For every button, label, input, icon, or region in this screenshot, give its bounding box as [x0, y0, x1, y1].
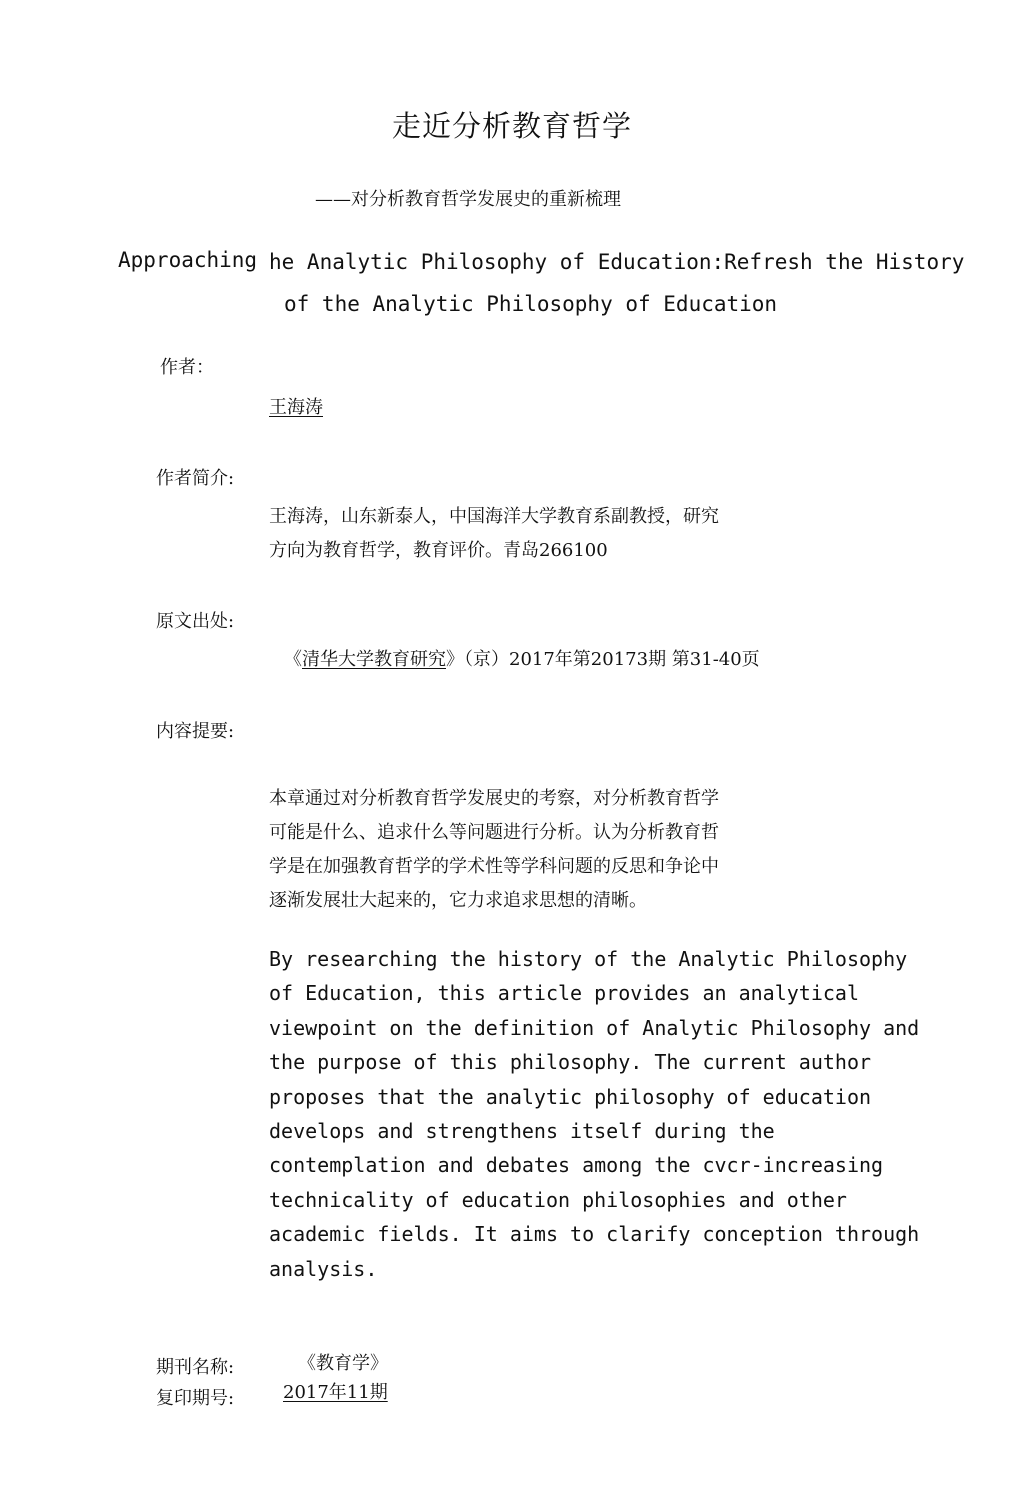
abstract-zh-line: 学是在加强教育哲学的学术性等学科问题的反思和争论中: [269, 856, 719, 877]
english-title-lead: Approaching: [118, 248, 258, 272]
abstract-en-line: develops and strengthens itself during the: [269, 1119, 775, 1144]
author-name-link[interactable]: 王海涛: [269, 397, 323, 418]
reprint-label: 复印期号:: [156, 1388, 235, 1409]
page-subtitle: ——对分析教育哲学发展史的重新梳理: [315, 189, 621, 210]
abstract-en-line: viewpoint on the definition of Analytic Philosophy and: [269, 1015, 920, 1040]
source-open-bracket: 《: [284, 649, 302, 670]
source-citation: [284, 645, 760, 671]
abstract-label: 内容提要:: [156, 721, 235, 742]
abstract-en-line: contemplation and debates among the cvcr-increasing: [269, 1153, 884, 1178]
bio-line-1: 王海涛，山东新泰人，中国海洋大学教育系副教授，研究: [269, 506, 719, 527]
english-title-line-2: of the Analytic Philosophy of Education: [284, 292, 778, 316]
abstract-english: [269, 942, 920, 1286]
abstract-en-line: the purpose of this philosophy. The current author: [269, 1050, 872, 1075]
abstract-en-line: technicality of education philosophies and other: [269, 1187, 847, 1212]
periodical-label: 期刊名称:: [156, 1357, 235, 1378]
abstract-en-line: academic fields. It aims to clarify conception through: [269, 1222, 920, 1247]
abstract-zh-line: 本章通过对分析教育哲学发展史的考察，对分析教育哲学: [269, 788, 719, 809]
abstract-chinese: [269, 782, 759, 918]
abstract-zh-line: 逐渐发展壮大起来的，它力求追求思想的清晰。: [269, 890, 647, 911]
source-issue: 》（京）2017年第20173期 第31-40页: [446, 649, 760, 670]
abstract-en-line: of Education, this article provides an analytical: [269, 981, 860, 1006]
abstract-en-line: analysis.: [269, 1256, 378, 1281]
english-title-line-1: he Analytic Philosophy of Education:Refresh the History: [269, 250, 965, 274]
author-label: 作者：: [160, 357, 214, 378]
bio-label: 作者简介:: [156, 468, 235, 489]
abstract-zh-line: 可能是什么、追求什么等问题进行分析。认为分析教育哲: [269, 822, 719, 843]
abstract-en-line: By researching the history of the Analytic Philosophy: [269, 947, 908, 971]
page-title: 走近分析教育哲学: [391, 109, 632, 143]
bio-line-2: 方向为教育哲学，教育评价。青岛266100: [269, 540, 608, 561]
reprint-issue-link[interactable]: 2017年11期: [283, 1382, 388, 1403]
source-journal-link[interactable]: 清华大学教育研究: [302, 649, 446, 670]
source-label: 原文出处:: [156, 611, 235, 632]
abstract-en-line: proposes that the analytic philosophy of education: [269, 1084, 872, 1109]
periodical-value: 《教育学》: [298, 1353, 388, 1374]
